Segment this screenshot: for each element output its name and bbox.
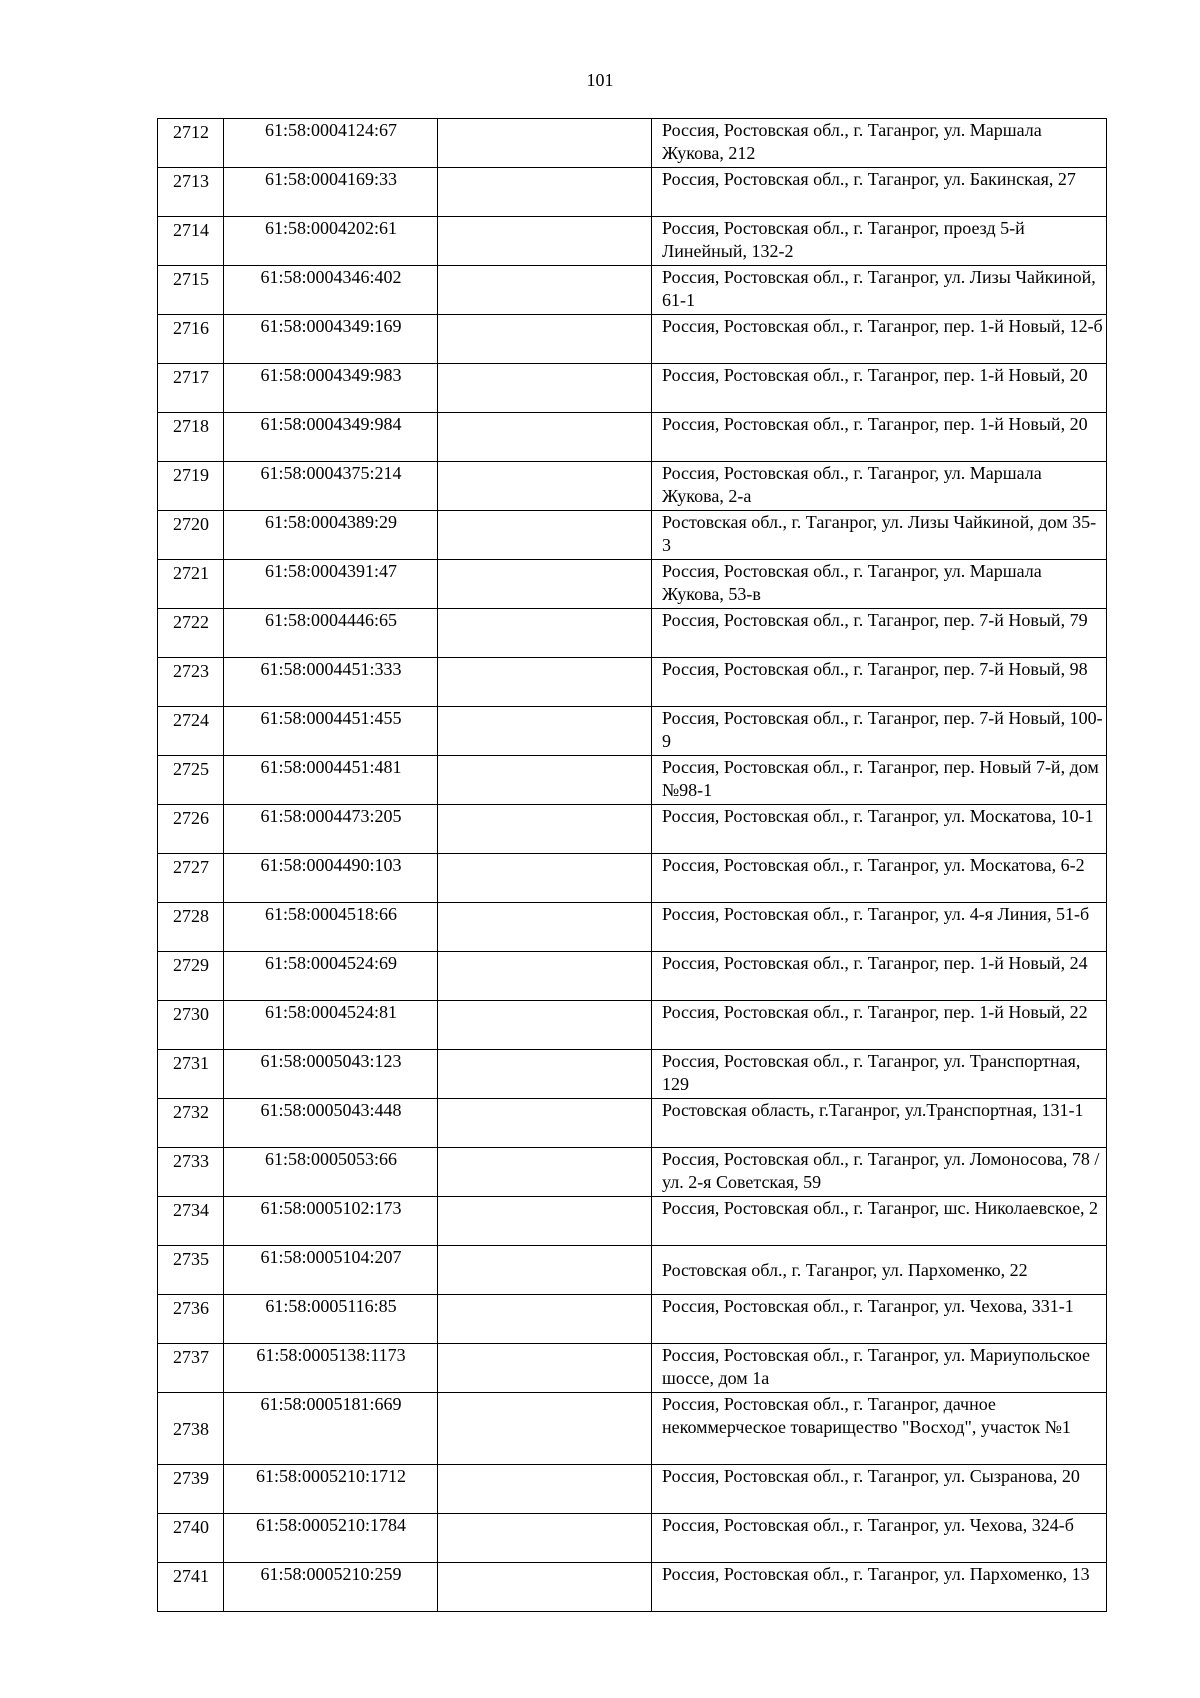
table-row	[158, 756, 1107, 805]
row-number-cell: 2725	[158, 756, 224, 805]
table-row	[158, 462, 1107, 511]
row-number-cell: 2717	[158, 364, 224, 413]
address-cell: Россия, Ростовская обл., г. Таганрог, ул. Мариупольское шоссе, дом 1а	[652, 1344, 1107, 1393]
cadastral-number-cell: 61:58:0004451:455	[224, 707, 438, 756]
address-cell: Россия, Ростовская обл., г. Таганрог, ул. Ломоносова, 78 / ул. 2-я Советская, 59	[652, 1148, 1107, 1197]
row-number-cell: 2726	[158, 805, 224, 854]
empty-cell	[438, 1563, 652, 1612]
table-row	[158, 364, 1107, 413]
table-row	[158, 854, 1107, 903]
empty-cell	[438, 1099, 652, 1148]
empty-cell	[438, 805, 652, 854]
address-cell: Россия, Ростовская обл., г. Таганрог, ул. Чехова, 324-б	[652, 1514, 1107, 1563]
address-cell: Россия, Ростовская обл., г. Таганрог, пер. Новый 7-й, дом №98-1	[652, 756, 1107, 805]
cadastral-number-cell: 61:58:0004446:65	[224, 609, 438, 658]
table-row	[158, 903, 1107, 952]
address-cell: Россия, Ростовская обл., г. Таганрог, ул. Маршала Жукова, 53-в	[652, 560, 1107, 609]
table-row	[158, 609, 1107, 658]
cadastral-number-cell: 61:58:0005053:66	[224, 1148, 438, 1197]
row-number-cell: 2716	[158, 315, 224, 364]
empty-cell	[438, 413, 652, 462]
empty-cell	[438, 903, 652, 952]
table-row	[158, 1563, 1107, 1612]
row-number-cell: 2715	[158, 266, 224, 315]
row-number-cell: 2721	[158, 560, 224, 609]
cadastral-number-cell: 61:58:0005104:207	[224, 1246, 438, 1295]
address-cell: Россия, Ростовская обл., г. Таганрог, пер. 1-й Новый, 20	[652, 364, 1107, 413]
empty-cell	[438, 266, 652, 315]
row-number-cell: 2738	[158, 1393, 224, 1465]
address-cell: Россия, Ростовская обл., г. Таганрог, пер. 1-й Новый, 22	[652, 1001, 1107, 1050]
table-row	[158, 1465, 1107, 1514]
row-number-cell: 2740	[158, 1514, 224, 1563]
cadastral-number-cell: 61:58:0004349:984	[224, 413, 438, 462]
cadastral-number-cell: 61:58:0004375:214	[224, 462, 438, 511]
address-cell: Россия, Ростовская обл., г. Таганрог, ул. 4-я Линия, 51-б	[652, 903, 1107, 952]
address-cell: Россия, Ростовская обл., г. Таганрог, ул. Пархоменко, 13	[652, 1563, 1107, 1612]
table-row	[158, 1344, 1107, 1393]
row-number-cell: 2741	[158, 1563, 224, 1612]
empty-cell	[438, 707, 652, 756]
cadastral-number-cell: 61:58:0004391:47	[224, 560, 438, 609]
empty-cell	[438, 119, 652, 168]
empty-cell	[438, 364, 652, 413]
address-cell: Ростовская область, г.Таганрог, ул.Транспортная, 131-1	[652, 1099, 1107, 1148]
row-number-cell: 2730	[158, 1001, 224, 1050]
cadastral-number-cell: 61:58:0004349:169	[224, 315, 438, 364]
cadastral-number-cell: 61:58:0004389:29	[224, 511, 438, 560]
cadastral-number-cell: 61:58:0004490:103	[224, 854, 438, 903]
address-cell: Россия, Ростовская обл., г. Таганрог, ул. Москатова, 6-2	[652, 854, 1107, 903]
empty-cell	[438, 462, 652, 511]
table-row	[158, 1001, 1107, 1050]
empty-cell	[438, 1050, 652, 1099]
table-row	[158, 1197, 1107, 1246]
empty-cell	[438, 756, 652, 805]
cadastral-number-cell: 61:58:0004169:33	[224, 168, 438, 217]
table-row	[158, 315, 1107, 364]
row-number-cell: 2724	[158, 707, 224, 756]
row-number-cell: 2736	[158, 1295, 224, 1344]
row-number-cell: 2719	[158, 462, 224, 511]
address-cell: Россия, Ростовская обл., г. Таганрог, пер. 1-й Новый, 20	[652, 413, 1107, 462]
empty-cell	[438, 1148, 652, 1197]
address-cell: Россия, Ростовская обл., г. Таганрог, пер. 7-й Новый, 100-9	[652, 707, 1107, 756]
empty-cell	[438, 854, 652, 903]
table-row	[158, 266, 1107, 315]
row-number-cell: 2735	[158, 1246, 224, 1295]
row-number-cell: 2714	[158, 217, 224, 266]
table-row	[158, 1050, 1107, 1099]
table-row	[158, 1148, 1107, 1197]
cadastral-number-cell: 61:58:0005116:85	[224, 1295, 438, 1344]
address-cell: Россия, Ростовская обл., г. Таганрог, пер. 7-й Новый, 98	[652, 658, 1107, 707]
cadastral-number-cell: 61:58:0005210:1712	[224, 1465, 438, 1514]
table-row	[158, 1514, 1107, 1563]
row-number-cell: 2722	[158, 609, 224, 658]
cadastral-number-cell: 61:58:0004124:67	[224, 119, 438, 168]
empty-cell	[438, 1246, 652, 1295]
cadastral-number-cell: 61:58:0005210:1784	[224, 1514, 438, 1563]
address-cell: Россия, Ростовская обл., г. Таганрог, дачное некоммерческое товарищество "Восход", участок №1	[652, 1393, 1107, 1465]
cadastral-number-cell: 61:58:0005102:173	[224, 1197, 438, 1246]
registry-table	[157, 118, 1107, 1612]
empty-cell	[438, 609, 652, 658]
address-cell: Россия, Ростовская обл., г. Таганрог, ул. Сызранова, 20	[652, 1465, 1107, 1514]
cadastral-number-cell: 61:58:0004349:983	[224, 364, 438, 413]
address-cell: Россия, Ростовская обл., г. Таганрог, ул. Бакинская, 27	[652, 168, 1107, 217]
table-row	[158, 1295, 1107, 1344]
page-number: 101	[586, 70, 614, 90]
row-number-cell: 2728	[158, 903, 224, 952]
table-row	[158, 217, 1107, 266]
row-number-cell: 2720	[158, 511, 224, 560]
empty-cell	[438, 1295, 652, 1344]
table-row	[158, 560, 1107, 609]
empty-cell	[438, 1001, 652, 1050]
row-number-cell: 2734	[158, 1197, 224, 1246]
row-number-cell: 2732	[158, 1099, 224, 1148]
row-number-cell: 2739	[158, 1465, 224, 1514]
address-cell: Россия, Ростовская обл., г. Таганрог, ул. Маршала Жукова, 2-а	[652, 462, 1107, 511]
address-cell: Ростовская обл., г. Таганрог, ул. Пархоменко, 22	[652, 1246, 1107, 1295]
empty-cell	[438, 1197, 652, 1246]
row-number-cell: 2731	[158, 1050, 224, 1099]
row-number-cell: 2718	[158, 413, 224, 462]
empty-cell	[438, 511, 652, 560]
empty-cell	[438, 217, 652, 266]
empty-cell	[438, 560, 652, 609]
cadastral-number-cell: 61:58:0005043:448	[224, 1099, 438, 1148]
cadastral-number-cell: 61:58:0005181:669	[224, 1393, 438, 1465]
address-cell: Россия, Ростовская обл., г. Таганрог, ул. Москатова, 10-1	[652, 805, 1107, 854]
table-row	[158, 1246, 1107, 1295]
row-number-cell: 2727	[158, 854, 224, 903]
empty-cell	[438, 952, 652, 1001]
table-row	[158, 952, 1107, 1001]
cadastral-number-cell: 61:58:0004202:61	[224, 217, 438, 266]
empty-cell	[438, 315, 652, 364]
cadastral-number-cell: 61:58:0004524:81	[224, 1001, 438, 1050]
row-number-cell: 2737	[158, 1344, 224, 1393]
address-cell: Россия, Ростовская обл., г. Таганрог, пер. 1-й Новый, 12-б	[652, 315, 1107, 364]
row-number-cell: 2713	[158, 168, 224, 217]
table-row	[158, 1099, 1107, 1148]
row-number-cell: 2733	[158, 1148, 224, 1197]
empty-cell	[438, 658, 652, 707]
table-row	[158, 168, 1107, 217]
cadastral-number-cell: 61:58:0004473:205	[224, 805, 438, 854]
address-cell: Ростовская обл., г. Таганрог, ул. Лизы Чайкиной, дом 35-3	[652, 511, 1107, 560]
cadastral-number-cell: 61:58:0004451:333	[224, 658, 438, 707]
table-row	[158, 511, 1107, 560]
cadastral-number-cell: 61:58:0005138:1173	[224, 1344, 438, 1393]
cadastral-number-cell: 61:58:0004451:481	[224, 756, 438, 805]
empty-cell	[438, 1514, 652, 1563]
cadastral-number-cell: 61:58:0005043:123	[224, 1050, 438, 1099]
address-cell: Россия, Ростовская обл., г. Таганрог, ул. Маршала Жукова, 212	[652, 119, 1107, 168]
registry-table-body	[158, 119, 1107, 1612]
empty-cell	[438, 1344, 652, 1393]
empty-cell	[438, 1465, 652, 1514]
address-cell: Россия, Ростовская обл., г. Таганрог, шс. Николаевское, 2	[652, 1197, 1107, 1246]
table-row	[158, 119, 1107, 168]
cadastral-number-cell: 61:58:0004524:69	[224, 952, 438, 1001]
address-cell: Россия, Ростовская обл., г. Таганрог, ул. Транспортная, 129	[652, 1050, 1107, 1099]
table-row	[158, 1393, 1107, 1465]
row-number-cell: 2712	[158, 119, 224, 168]
empty-cell	[438, 168, 652, 217]
row-number-cell: 2723	[158, 658, 224, 707]
table-row	[158, 658, 1107, 707]
address-cell: Россия, Ростовская обл., г. Таганрог, проезд 5-й Линейный, 132-2	[652, 217, 1107, 266]
cadastral-number-cell: 61:58:0005210:259	[224, 1563, 438, 1612]
table-row	[158, 707, 1107, 756]
table-row	[158, 413, 1107, 462]
empty-cell	[438, 1393, 652, 1465]
cadastral-number-cell: 61:58:0004518:66	[224, 903, 438, 952]
address-cell: Россия, Ростовская обл., г. Таганрог, пер. 7-й Новый, 79	[652, 609, 1107, 658]
row-number-cell: 2729	[158, 952, 224, 1001]
table-row	[158, 805, 1107, 854]
cadastral-number-cell: 61:58:0004346:402	[224, 266, 438, 315]
address-cell: Россия, Ростовская обл., г. Таганрог, пер. 1-й Новый, 24	[652, 952, 1107, 1001]
address-cell: Россия, Ростовская обл., г. Таганрог, ул. Лизы Чайкиной, 61-1	[652, 266, 1107, 315]
address-cell: Россия, Ростовская обл., г. Таганрог, ул. Чехова, 331-1	[652, 1295, 1107, 1344]
